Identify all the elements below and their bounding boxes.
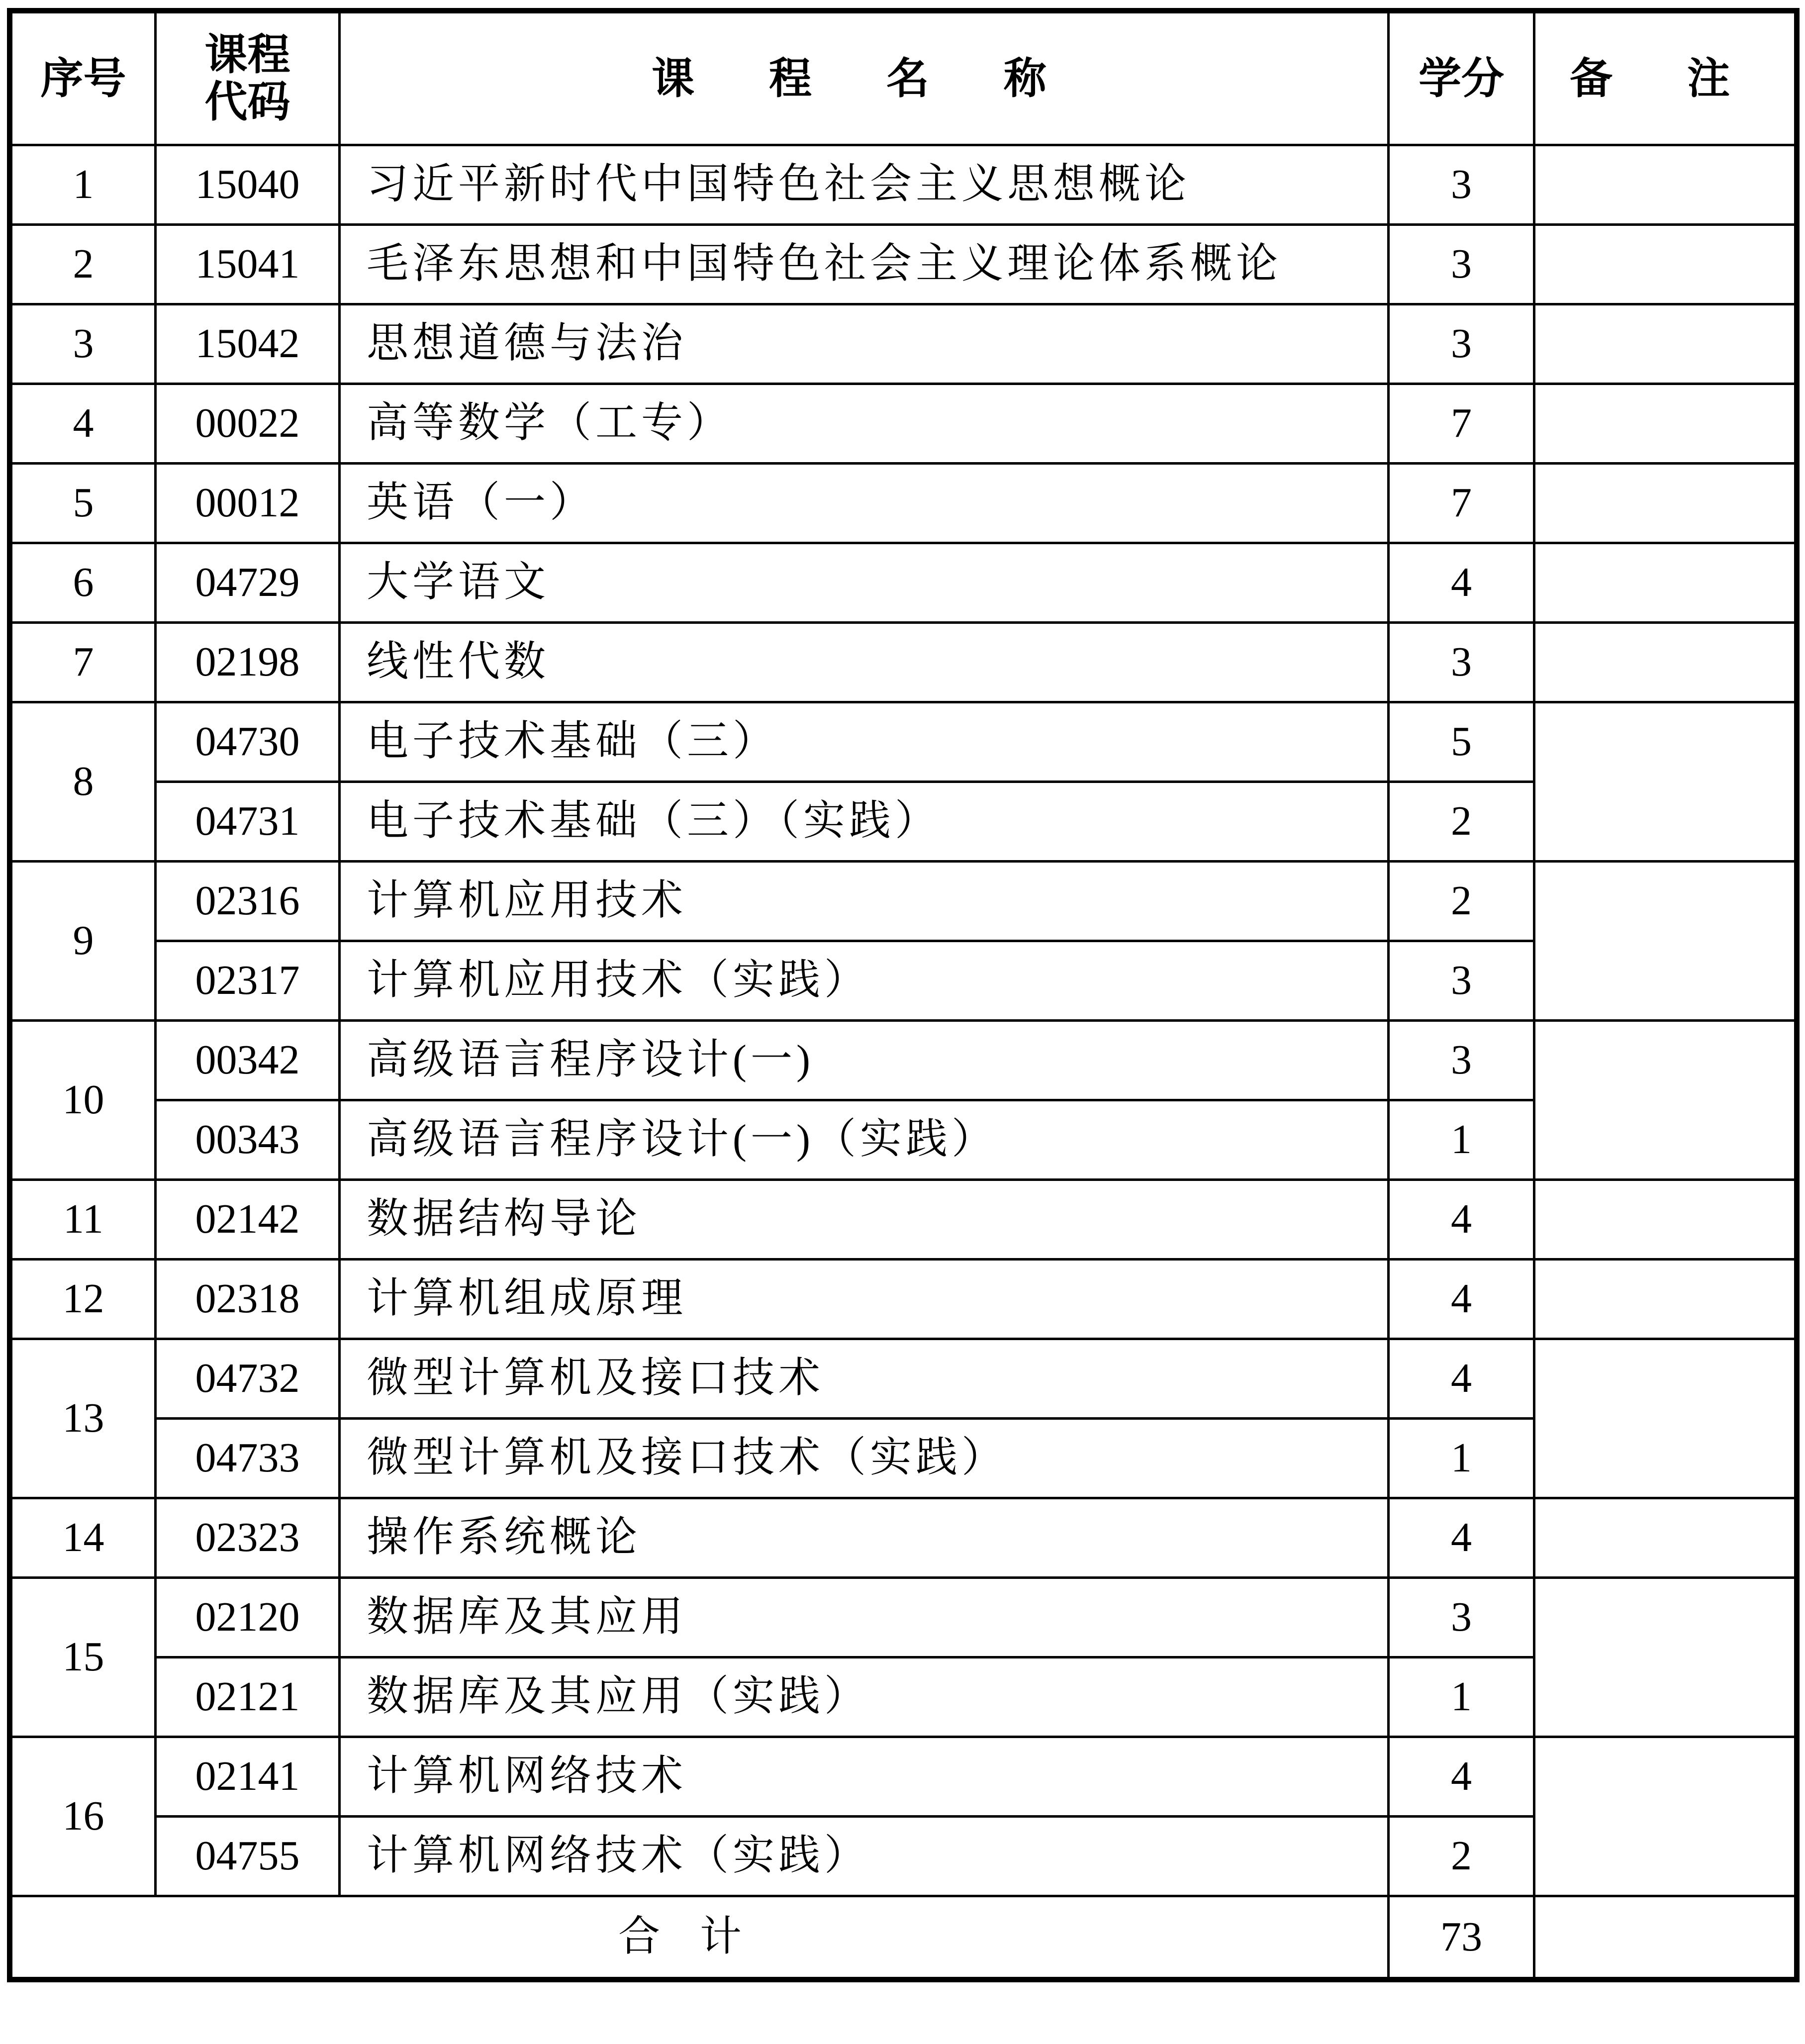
remark-cell — [1534, 1498, 1797, 1578]
course-name-cell: 大学语文 — [340, 543, 1389, 623]
credit-cell: 4 — [1389, 1339, 1534, 1419]
total-row — [10, 1896, 1797, 1980]
course-code-cell: 04729 — [156, 543, 340, 623]
header-name: 课 程 名 称 — [340, 11, 1389, 145]
credit-cell: 4 — [1389, 1260, 1534, 1339]
credit-cell: 3 — [1389, 1578, 1534, 1657]
table-row — [10, 702, 1797, 782]
table-row — [10, 1657, 1797, 1737]
remark-cell — [1534, 464, 1797, 543]
seq-cell: 13 — [10, 1339, 156, 1498]
credit-cell: 4 — [1389, 1180, 1534, 1260]
course-name-cell: 数据结构导论 — [340, 1180, 1389, 1260]
credit-cell: 1 — [1389, 1657, 1534, 1737]
table-row — [10, 1578, 1797, 1657]
table-row — [10, 1339, 1797, 1419]
course-code-cell: 04732 — [156, 1339, 340, 1419]
course-code-cell: 00022 — [156, 384, 340, 464]
remark-cell — [1534, 862, 1797, 1021]
seq-cell: 11 — [10, 1180, 156, 1260]
credit-cell: 4 — [1389, 1737, 1534, 1817]
table-row — [10, 1260, 1797, 1339]
seq-cell: 15 — [10, 1578, 156, 1737]
course-code-cell: 00342 — [156, 1021, 340, 1100]
remark-cell — [1534, 145, 1797, 225]
course-name-cell: 微型计算机及接口技术（实践） — [340, 1419, 1389, 1498]
course-table-body — [10, 145, 1797, 1896]
course-name-cell: 微型计算机及接口技术 — [340, 1339, 1389, 1419]
course-code-cell: 02120 — [156, 1578, 340, 1657]
credit-cell: 3 — [1389, 225, 1534, 304]
seq-cell: 6 — [10, 543, 156, 623]
course-name-cell: 高等数学（工专） — [340, 384, 1389, 464]
table-row — [10, 225, 1797, 304]
course-name-cell: 数据库及其应用 — [340, 1578, 1389, 1657]
remark-cell — [1534, 384, 1797, 464]
seq-cell: 5 — [10, 464, 156, 543]
table-row — [10, 782, 1797, 862]
table-row — [10, 1100, 1797, 1180]
course-code-cell: 02141 — [156, 1737, 340, 1817]
table-row — [10, 623, 1797, 702]
header-remark: 备 注 — [1534, 11, 1797, 145]
course-name-cell: 计算机网络技术 — [340, 1737, 1389, 1817]
course-name-cell: 电子技术基础（三）（实践） — [340, 782, 1389, 862]
course-name-cell: 电子技术基础（三） — [340, 702, 1389, 782]
table-row — [10, 304, 1797, 384]
course-name-cell: 高级语言程序设计(一)（实践） — [340, 1100, 1389, 1180]
course-name-cell: 操作系统概论 — [340, 1498, 1389, 1578]
table-row — [10, 941, 1797, 1021]
header-code-line1: 课程 — [204, 30, 290, 80]
credit-cell: 2 — [1389, 862, 1534, 941]
course-code-cell: 02323 — [156, 1498, 340, 1578]
table-row — [10, 145, 1797, 225]
course-code-cell: 15041 — [156, 225, 340, 304]
table-row — [10, 1419, 1797, 1498]
remark-cell — [1534, 225, 1797, 304]
course-name-cell: 计算机应用技术 — [340, 862, 1389, 941]
table-row — [10, 1817, 1797, 1896]
seq-cell: 14 — [10, 1498, 156, 1578]
header-seq: 序号 — [10, 11, 156, 145]
course-code-cell: 02121 — [156, 1657, 340, 1737]
remark-cell — [1534, 623, 1797, 702]
credit-cell: 2 — [1389, 782, 1534, 862]
course-code-cell: 04755 — [156, 1817, 340, 1896]
course-code-cell: 02142 — [156, 1180, 340, 1260]
seq-cell: 12 — [10, 1260, 156, 1339]
table-row — [10, 1737, 1797, 1817]
course-name-cell: 计算机应用技术（实践） — [340, 941, 1389, 1021]
seq-cell: 2 — [10, 225, 156, 304]
course-name-cell: 数据库及其应用（实践） — [340, 1657, 1389, 1737]
header-code — [156, 11, 340, 145]
remark-cell — [1534, 1737, 1797, 1896]
seq-cell: 1 — [10, 145, 156, 225]
total-remark — [1534, 1896, 1797, 1980]
header-credit: 学分 — [1389, 11, 1534, 145]
credit-cell: 2 — [1389, 1817, 1534, 1896]
seq-cell: 3 — [10, 304, 156, 384]
course-name-cell: 计算机组成原理 — [340, 1260, 1389, 1339]
course-name-cell: 思想道德与法治 — [340, 304, 1389, 384]
credit-cell: 1 — [1389, 1100, 1534, 1180]
credit-cell: 7 — [1389, 384, 1534, 464]
total-label: 合计 — [10, 1896, 1389, 1980]
remark-cell — [1534, 543, 1797, 623]
course-name-cell: 线性代数 — [340, 623, 1389, 702]
seq-cell: 9 — [10, 862, 156, 1021]
credit-cell: 4 — [1389, 1498, 1534, 1578]
remark-cell — [1534, 1260, 1797, 1339]
course-table — [7, 8, 1800, 1982]
course-code-cell: 00012 — [156, 464, 340, 543]
credit-cell: 3 — [1389, 623, 1534, 702]
table-row — [10, 1498, 1797, 1578]
remark-cell — [1534, 304, 1797, 384]
table-row — [10, 862, 1797, 941]
header-code-line2: 代码 — [204, 77, 290, 127]
seq-cell: 10 — [10, 1021, 156, 1180]
course-name-cell: 习近平新时代中国特色社会主义思想概论 — [340, 145, 1389, 225]
credit-cell: 4 — [1389, 543, 1534, 623]
course-code-cell: 15040 — [156, 145, 340, 225]
seq-cell: 7 — [10, 623, 156, 702]
course-code-cell: 04731 — [156, 782, 340, 862]
credit-cell: 3 — [1389, 145, 1534, 225]
remark-cell — [1534, 702, 1797, 862]
course-name-cell: 英语（一） — [340, 464, 1389, 543]
course-code-cell: 04730 — [156, 702, 340, 782]
credit-cell: 7 — [1389, 464, 1534, 543]
remark-cell — [1534, 1180, 1797, 1260]
course-name-cell: 高级语言程序设计(一) — [340, 1021, 1389, 1100]
table-row — [10, 384, 1797, 464]
header-row — [10, 11, 1797, 145]
seq-cell: 16 — [10, 1737, 156, 1896]
seq-cell: 8 — [10, 702, 156, 862]
credit-cell: 3 — [1389, 941, 1534, 1021]
remark-cell — [1534, 1339, 1797, 1498]
course-code-cell: 02318 — [156, 1260, 340, 1339]
table-row — [10, 1180, 1797, 1260]
table-row — [10, 464, 1797, 543]
credit-cell: 3 — [1389, 304, 1534, 384]
total-credit: 73 — [1389, 1896, 1534, 1980]
credit-cell: 1 — [1389, 1419, 1534, 1498]
course-code-cell: 04733 — [156, 1419, 340, 1498]
course-code-cell: 02198 — [156, 623, 340, 702]
table-row — [10, 543, 1797, 623]
table-row — [10, 1021, 1797, 1100]
course-code-cell: 00343 — [156, 1100, 340, 1180]
course-name-cell: 毛泽东思想和中国特色社会主义理论体系概论 — [340, 225, 1389, 304]
credit-cell: 5 — [1389, 702, 1534, 782]
course-code-cell: 15042 — [156, 304, 340, 384]
course-code-cell: 02316 — [156, 862, 340, 941]
course-code-cell: 02317 — [156, 941, 340, 1021]
remark-cell — [1534, 1578, 1797, 1737]
credit-cell: 3 — [1389, 1021, 1534, 1100]
seq-cell: 4 — [10, 384, 156, 464]
course-name-cell: 计算机网络技术（实践） — [340, 1817, 1389, 1896]
remark-cell — [1534, 1021, 1797, 1180]
